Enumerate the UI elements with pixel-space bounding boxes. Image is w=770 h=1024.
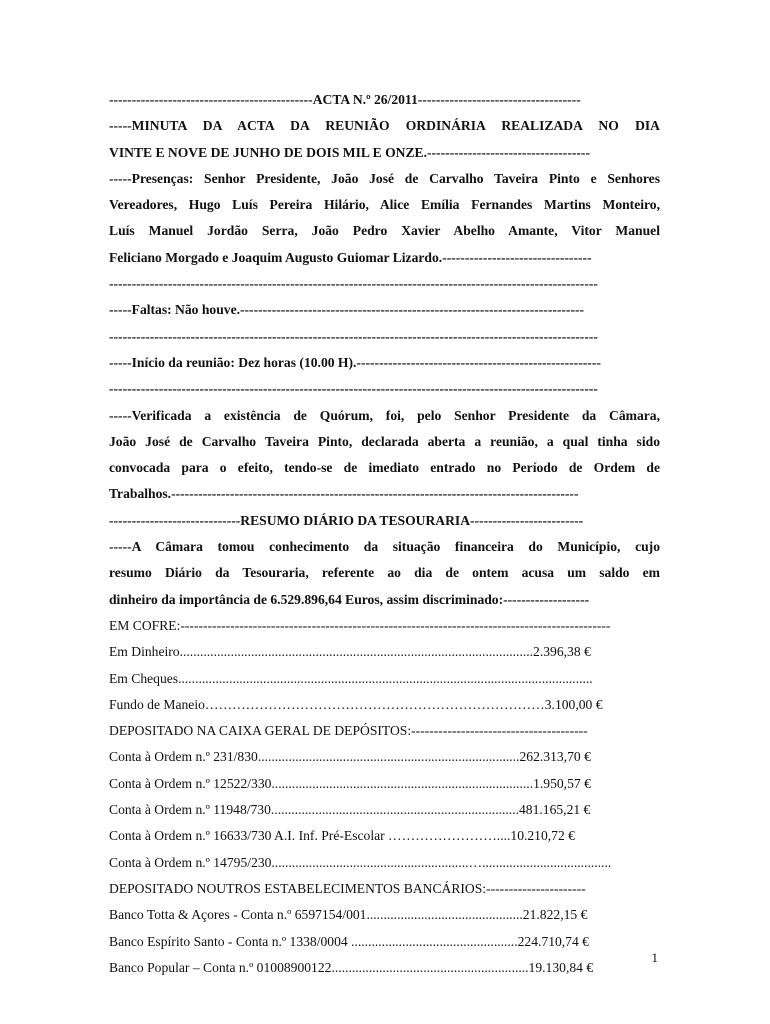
- separator-line: ------------------------------------------------------------------------------------------------------------: [109, 381, 598, 397]
- attendance-line-2: Vereadores, Hugo Luís Pereira Hilário, Alice Emília Fernandes Martins Monteiro,: [109, 197, 660, 213]
- cgd-deposits-heading: DEPOSITADO NA CAIXA GERAL DE DEPÓSITOS:---------------------------------------: [109, 723, 588, 739]
- treasury-line-3: dinheiro da importância de 6.529.896,64 Euros, assim discriminado:-------------------: [109, 591, 590, 607]
- meeting-start-line: -----Início da reunião: Dez horas (10.00 H).------------------------------------------------------: [109, 354, 601, 370]
- quorum-line-2: João José de Carvalho Taveira Pinto, declarada aberta a reunião, a qual tinha sido: [109, 433, 660, 449]
- cash-line: Em Dinheiro........................................................................................................2.396,38 €: [109, 644, 591, 660]
- treasury-summary-heading: -----------------------------RESUMO DIÁRIO DA TESOURARIA-------------------------: [109, 512, 584, 528]
- quorum-line-3: convocada para o efeito, tendo-se de imediato entrado no Período de Ordem de: [109, 460, 660, 476]
- account-line: Conta à Ordem n.º 12522/330.............................................................................1.950,57 €: [109, 775, 591, 791]
- attendance-line-4: Feliciano Morgado e Joaquim Augusto Guiomar Lizardo.---------------------------------: [109, 249, 592, 265]
- account-line: Conta à Ordem n.º 16633/730 A.I. Inf. Pré-Escolar ……………………....10.210,72 €: [109, 828, 575, 844]
- cheques-line: Em Cheques..........................................................................................................................: [109, 670, 593, 686]
- treasury-line-2: resumo Diário da Tesouraria, referente ao dia de ontem acusa um saldo em: [109, 565, 660, 581]
- bank-account-line: Banco Totta & Açores - Conta n.º 6597154/001..............................................21.822,15 €: [109, 907, 588, 923]
- minutes-title-line-1: -----MINUTA DA ACTA DA REUNIÃO ORDINÁRIA REALIZADA NO DIA: [109, 118, 660, 134]
- other-banks-heading: DEPOSITADO NOUTROS ESTABELECIMENTOS BANCÁRIOS:----------------------: [109, 880, 586, 896]
- bank-account-line: Banco Popular – Conta n.º 01008900122..........................................................19.130,84 €: [109, 959, 594, 975]
- attendance-line-3: Luís Manuel Jordão Serra, João Pedro Xavier Abelho Amante, Vitor Manuel: [109, 223, 660, 239]
- quorum-line-1: -----Verificada a existência de Quórum, foi, pelo Senhor Presidente da Câmara,: [109, 407, 660, 423]
- account-line: Conta à Ordem n.º 231/830.............................................................................262.313,70 €: [109, 749, 591, 765]
- account-line: Conta à Ordem n.º 11948/730.........................................................................481.165,21 €: [109, 802, 591, 818]
- bank-account-line: Banco Espírito Santo - Conta n.º 1338/0004 .................................................224.710,74 €: [109, 933, 589, 949]
- treasury-line-1: -----A Câmara tomou conhecimento da situação financeira do Município, cujo: [109, 539, 660, 555]
- attendance-line-1: -----Presenças: Senhor Presidente, João José de Carvalho Taveira Pinto e Senhores: [109, 170, 660, 186]
- quorum-line-4: Trabalhos.------------------------------------------------------------------------------------------: [109, 486, 579, 502]
- minutes-title-line-2: VINTE E NOVE DE JUNHO DE DOIS MIL E ONZE.------------------------------------: [109, 144, 590, 160]
- petty-cash-line: Fundo de Maneio…………………………………………………………………3.100,00 €: [109, 696, 603, 712]
- page-number: 1: [651, 950, 658, 965]
- minutes-text: [109, 87, 660, 981]
- separator-line: ------------------------------------------------------------------------------------------------------------: [109, 328, 598, 344]
- safe-heading: EM COFRE:-----------------------------------------------------------------------------------------------: [109, 617, 611, 633]
- separator-line: ------------------------------------------------------------------------------------------------------------: [109, 276, 598, 292]
- account-line: Conta à Ordem n.º 14795/230..........................................................…......................................: [109, 854, 612, 870]
- act-number-heading: ---------------------------------------------ACTA N.º 26/2011------------------------------------: [109, 92, 581, 107]
- absences-line: -----Faltas: Não houve.----------------------------------------------------------------------------: [109, 302, 585, 318]
